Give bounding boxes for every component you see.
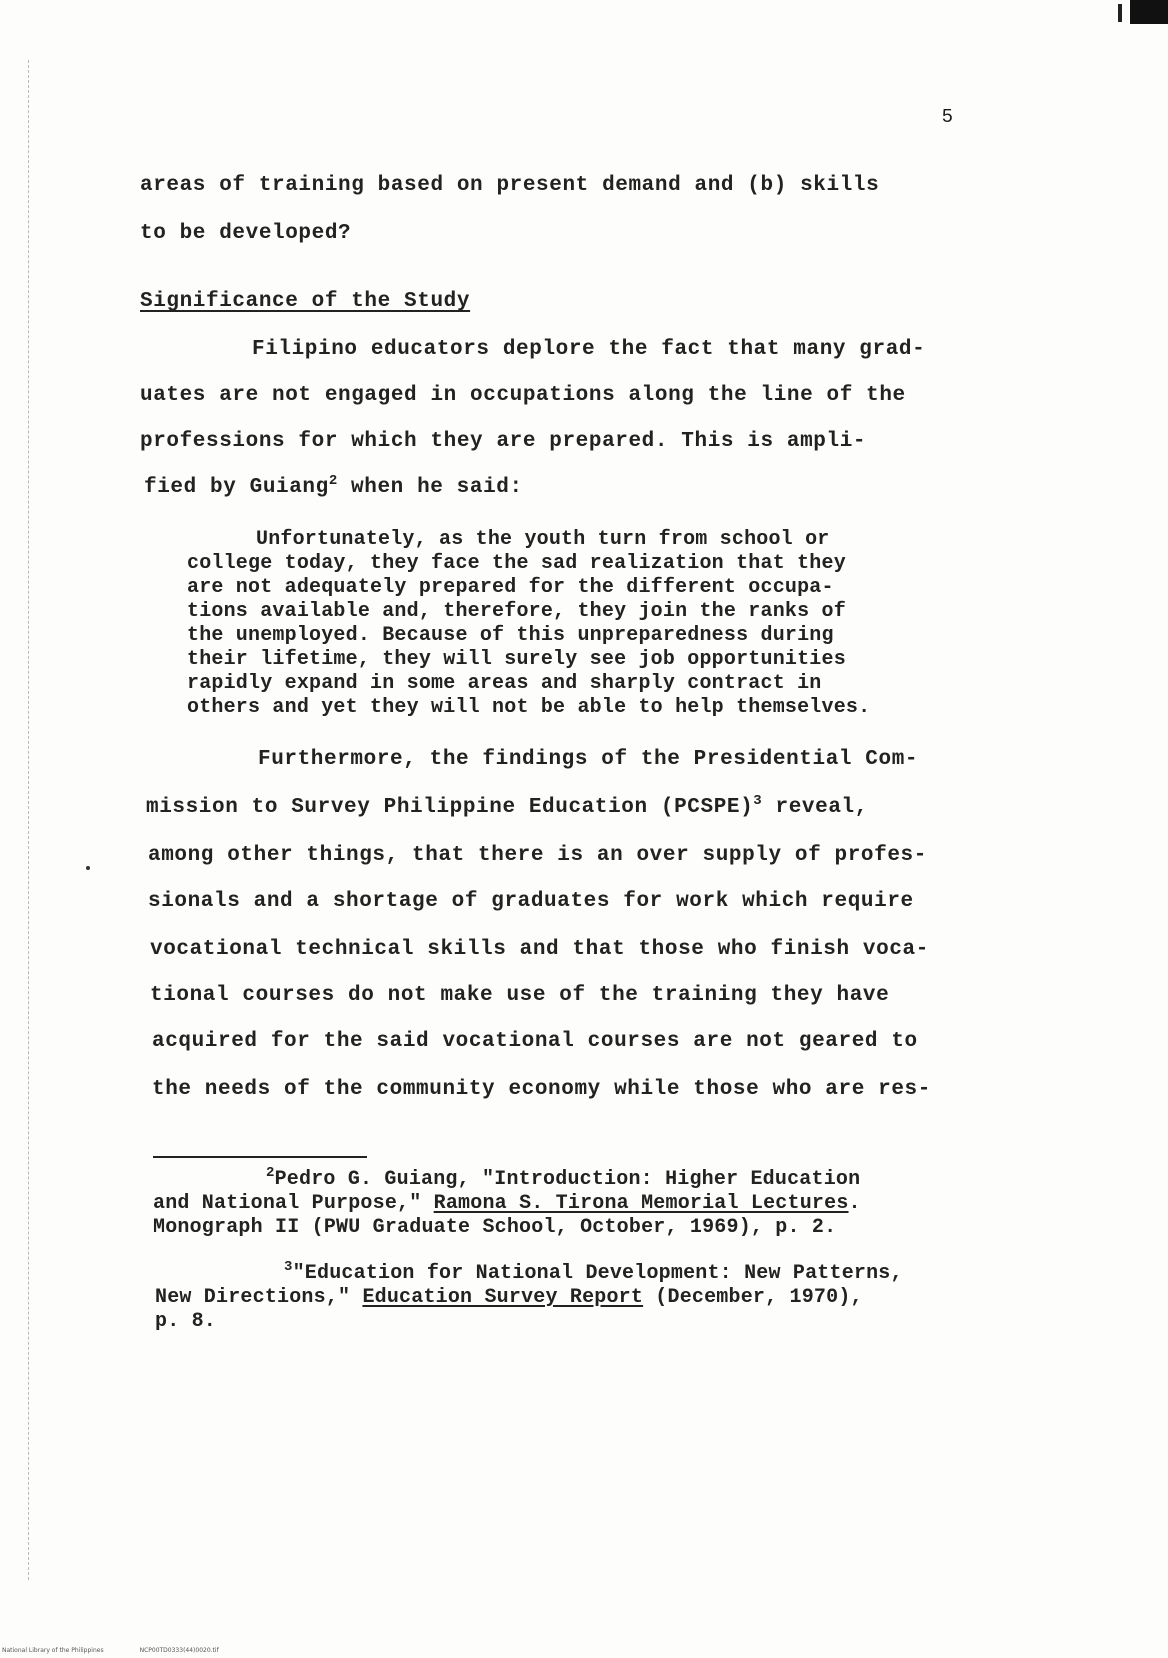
page-number: 5 (941, 106, 953, 128)
body-line: among other things, that there is an over supply of profes- (148, 844, 927, 867)
body-line: areas of training based on present demand and (b) skills (140, 174, 880, 197)
text-fragment: when he said: (337, 476, 523, 499)
quote-line: others and yet they will not be able to help themselves. (187, 696, 871, 719)
quote-line: are not adequately prepared for the different occupa- (187, 576, 834, 599)
footnote-line (284, 1259, 903, 1285)
body-line: tional courses do not make use of the training they have (150, 984, 890, 1007)
text-fragment: New Directions," (155, 1286, 363, 1309)
footnote-marker: 2 (266, 1165, 275, 1181)
body-line: sionals and a shortage of graduates for work which require (148, 890, 914, 913)
text-fragment: (December, 1970), (643, 1286, 863, 1309)
stray-mark (86, 866, 90, 870)
scan-footer-stamp (2, 1647, 255, 1654)
footnote-marker: 3 (284, 1259, 293, 1275)
text-fragment: reveal, (762, 796, 868, 819)
footnote-line: Monograph II (PWU Graduate School, October, 1969), p. 2. (153, 1216, 837, 1239)
footnote-ref: 2 (328, 473, 338, 489)
citation-title: Education Survey Report (362, 1286, 644, 1309)
footnote-ref: 3 (753, 793, 763, 809)
body-line: professions for which they are prepared. This is ampli- (140, 430, 867, 453)
library-name: National Library of the Philippines (2, 1647, 104, 1654)
footnote-line (266, 1165, 861, 1191)
scan-corner-mark (1130, 0, 1168, 24)
section-heading: Significance of the Study (140, 290, 471, 313)
body-line: vocational technical skills and that those who finish voca- (150, 938, 929, 961)
body-line: Filipino educators deplore the fact that many grad- (252, 338, 926, 361)
text-fragment: Pedro G. Guiang, "Introduction: Higher Education (274, 1168, 861, 1191)
footnote-line: p. 8. (155, 1310, 217, 1333)
binding-edge (28, 60, 29, 1580)
text-fragment: fied by Guiang (144, 476, 329, 499)
quote-line: tions available and, therefore, they join the ranks of (187, 600, 846, 623)
text-fragment: mission to Survey Philippine Education (PCSPE) (146, 796, 754, 819)
body-line: to be developed? (140, 222, 352, 245)
quote-line: their lifetime, they will surely see job opportunities (187, 648, 846, 671)
footnote-rule (153, 1156, 367, 1158)
body-line: uates are not engaged in occupations along the line of the (140, 384, 906, 407)
body-line (144, 473, 523, 499)
quote-line: Unfortunately, as the youth turn from school or (256, 528, 830, 551)
quote-line: rapidly expand in some areas and sharply contract in (187, 672, 822, 695)
file-name: NCP00TD0333(44)0020.tif (139, 1647, 219, 1654)
body-line: acquired for the said vocational courses are not geared to (152, 1030, 918, 1053)
quote-line: the unemployed. Because of this unpreparedness during (187, 624, 834, 647)
text-fragment: . (848, 1192, 861, 1215)
text-fragment: and National Purpose," (153, 1192, 434, 1215)
quote-line: college today, they face the sad realization that they (187, 552, 846, 575)
text-fragment: "Education for National Development: New Patterns, (292, 1262, 903, 1285)
body-line (146, 793, 868, 819)
body-line: the needs of the community economy while those who are res- (152, 1078, 931, 1101)
body-line: Furthermore, the findings of the Presidential Com- (258, 748, 919, 771)
footnote-line (155, 1286, 863, 1309)
footnote-line (153, 1192, 861, 1215)
citation-title: Ramona S. Tirona Memorial Lectures (433, 1192, 849, 1215)
